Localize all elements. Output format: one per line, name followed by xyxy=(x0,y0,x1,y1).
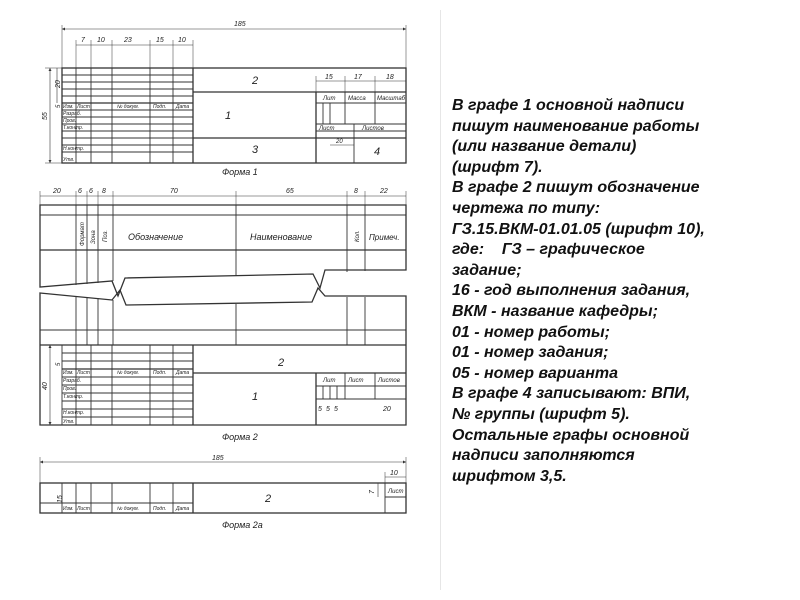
form2-lists: Листов xyxy=(378,378,400,384)
form2-dim: 8 xyxy=(354,188,358,195)
explanation-text xyxy=(452,96,792,487)
form2a-hdr: Лист xyxy=(77,506,90,512)
form2a-list: Лист xyxy=(388,489,404,495)
form1-dim: 55 xyxy=(42,112,49,120)
form1-dim: 20 xyxy=(55,80,62,88)
form1-cell-4: 4 xyxy=(374,146,381,158)
form1-list: Лист xyxy=(319,126,335,132)
form2-dim: 6 xyxy=(89,188,93,195)
form1-labels xyxy=(42,21,406,177)
explanation-line: (шрифт 7). xyxy=(452,158,543,176)
explanation-line: 01 - номер работы; xyxy=(452,323,610,341)
form2-dim: 6 xyxy=(78,188,82,195)
form2a-total-width: 185 xyxy=(212,455,224,462)
form2-col-name: Наименование xyxy=(250,232,313,242)
form2-hdr: Дата xyxy=(176,370,190,376)
form1-dim: 23 xyxy=(124,37,132,44)
form1-dim: 10 xyxy=(97,37,105,44)
form1-cell-3: 3 xyxy=(252,144,259,156)
explanation-line: задание; xyxy=(452,261,522,279)
form2-row: Утв. xyxy=(63,419,75,425)
form2-col-format: Формат xyxy=(80,222,86,246)
form2-row: Н.контр. xyxy=(63,410,85,416)
form2a-dim: 7 xyxy=(369,490,376,494)
form2-hdr: Изм. xyxy=(63,370,74,376)
form2-dim: 5 xyxy=(318,406,322,413)
form1-dim: 15 xyxy=(325,74,333,81)
explanation-line: № группы (шрифт 5). xyxy=(452,405,630,423)
explanation-line: шрифтом 3,5. xyxy=(452,467,567,485)
form1-caption: Форма 1 xyxy=(222,167,258,177)
form1-dim: 20 xyxy=(336,139,343,145)
form2-row: Т.контр. xyxy=(63,394,84,400)
form1-row: Пров. xyxy=(63,118,77,124)
form2-col-notes: Примеч. xyxy=(369,233,400,242)
form1-mass: Масса xyxy=(348,96,366,102)
explanation-line: В графе 1 основной надписи xyxy=(452,97,685,114)
form2-col-pos: Поз. xyxy=(103,229,109,242)
explanation-line: Остальные графы основной xyxy=(452,426,690,444)
form1-row: Н.контр. xyxy=(63,146,85,152)
form2-dim: 70 xyxy=(170,188,178,195)
form2-row: Пров. xyxy=(63,386,77,392)
form1-row: Разраб. xyxy=(63,111,82,117)
form2-dim: 20 xyxy=(53,188,61,195)
form2-drawing xyxy=(40,191,406,425)
form1-hdr: Лист xyxy=(77,104,90,110)
form1-cell-1: 1 xyxy=(225,110,232,122)
form2a-caption: Форма 2а xyxy=(222,520,263,530)
form1-drawing xyxy=(45,25,406,163)
form2a-dim: 15 xyxy=(57,495,64,503)
explanation-line: ВКМ - название кафедры; xyxy=(452,302,658,320)
explanation-line: (или название детали) xyxy=(452,138,637,156)
explanation-line: 01 - номер задания; xyxy=(452,344,609,362)
form1-dim: 10 xyxy=(178,37,186,44)
form2a-hdr: № докум. xyxy=(117,506,140,512)
form2-cell-2: 2 xyxy=(278,357,285,369)
explanation-line: 05 - номер варианта xyxy=(452,364,618,382)
explanation-line: ГЗ.15.ВКМ-01.01.05 (шрифт 10), xyxy=(452,220,705,238)
form1-hdr: Изм. xyxy=(63,104,74,110)
form2a-labels xyxy=(57,455,403,530)
form2-dim: 40 xyxy=(42,382,49,390)
form2-dim: 65 xyxy=(286,188,294,195)
form2-row: Разраб. xyxy=(63,378,82,384)
form2-col-designation: Обозначение xyxy=(128,232,184,242)
explanation-line: В графе 4 записывают: ВПИ, xyxy=(452,385,691,403)
form1-dim: 7 xyxy=(81,37,85,44)
form2a-dim: 10 xyxy=(390,470,398,477)
explanation-line: чертежа по типу: xyxy=(452,199,601,217)
form2-hdr: Лист xyxy=(77,370,90,376)
form2-dim: 22 xyxy=(380,188,388,195)
form2a-hdr: Дата xyxy=(176,506,190,512)
form2-caption: Форма 2 xyxy=(222,432,258,442)
form2-dim: 5 xyxy=(56,362,62,366)
form1-dim: 5 xyxy=(56,104,62,108)
form1-dim: 15 xyxy=(156,37,164,44)
form2a-cell-2: 2 xyxy=(265,493,272,505)
form1-hdr: Подп. xyxy=(153,104,167,110)
form1-hdr: Дата xyxy=(176,104,190,110)
form2-dim: 5 xyxy=(326,406,330,413)
form2-list: Лист xyxy=(348,378,364,384)
form1-cell-2: 2 xyxy=(252,75,259,87)
form2a-hdr: Подп. xyxy=(153,506,167,512)
explanation-line: где: ГЗ – графическое xyxy=(452,241,645,259)
form1-lists: Листов xyxy=(362,126,384,132)
form2-labels xyxy=(42,188,400,442)
form1-total-width: 185 xyxy=(234,21,246,28)
form1-dim: 17 xyxy=(354,74,362,81)
form2-dim: 8 xyxy=(102,188,106,195)
explanation-line: надписи заполняются xyxy=(452,447,635,465)
form2-dim: 20 xyxy=(383,406,391,413)
form1-row: Т.контр. xyxy=(63,125,84,131)
explanation-line: В графе 2 пишут обозначение xyxy=(452,179,700,197)
form2-col-zone: Зона xyxy=(91,230,97,244)
separator-line xyxy=(440,10,441,590)
form1-lit: Лит xyxy=(323,96,336,102)
form2-hdr: Подп. xyxy=(153,370,167,376)
form1-scale: Масштаб xyxy=(377,96,406,102)
form1-dim: 18 xyxy=(386,74,394,81)
explanation-line: пишут наименование работы xyxy=(452,117,700,135)
form1-hdr: № докум. xyxy=(117,104,140,110)
form2a-hdr: Изм. xyxy=(63,506,74,512)
form2a-drawing xyxy=(40,457,406,513)
form2-hdr: № докум. xyxy=(117,370,140,376)
form2-dim: 5 xyxy=(334,406,338,413)
form2-col-qty: Кол. xyxy=(355,230,361,242)
form1-row: Утв. xyxy=(63,157,75,163)
form2-cell-1: 1 xyxy=(252,391,259,403)
explanation-line: 16 - год выполнения задания, xyxy=(452,282,691,300)
form2-lit: Лит xyxy=(323,378,336,384)
